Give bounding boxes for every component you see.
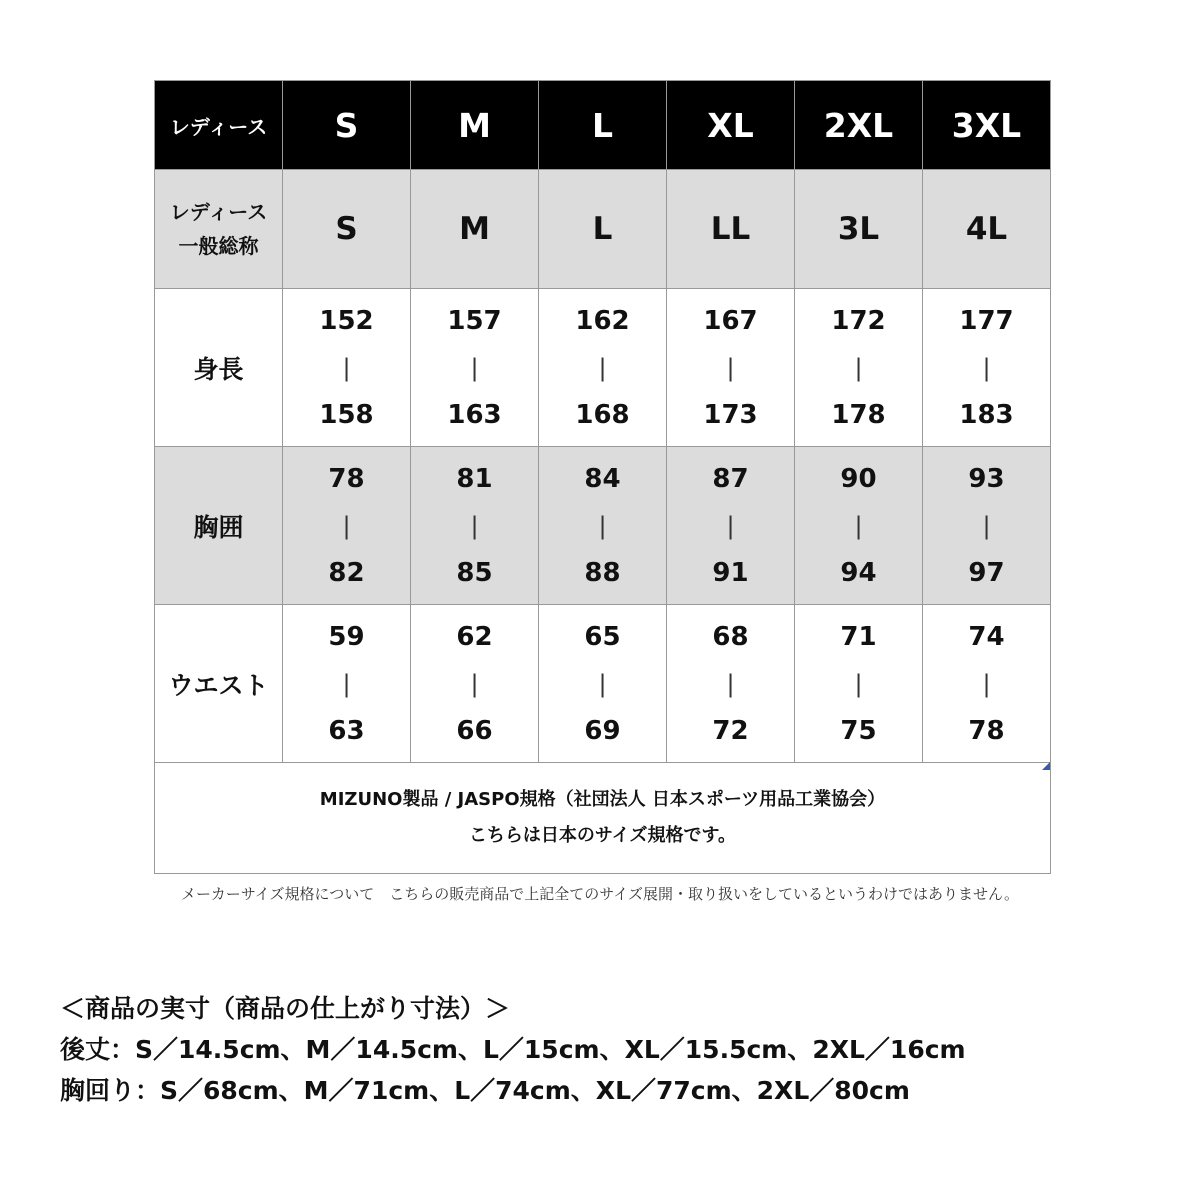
range-separator: | bbox=[342, 511, 351, 540]
standard-note-line1: MIZUNO製品 / JASPO規格（社団法人 日本スポーツ用品工業協会） bbox=[319, 789, 886, 810]
range-separator: | bbox=[470, 511, 479, 540]
range-separator: | bbox=[854, 511, 863, 540]
alias-size: L bbox=[539, 170, 667, 289]
range-max: 78 bbox=[968, 715, 1005, 746]
range-min: 74 bbox=[968, 621, 1005, 652]
chest-around-line: 胸回り：S／68cm、M／71cm、L／74cm、XL／77cm、2XL／80cm bbox=[60, 1076, 910, 1105]
range-min: 65 bbox=[584, 621, 621, 652]
waist-cell bbox=[795, 605, 923, 763]
size-disclaimer: メーカーサイズ規格について こちらの販売商品で上記全てのサイズ展開・取り扱いをしているというわけではありません。 bbox=[181, 885, 1019, 903]
range-max: 94 bbox=[840, 557, 877, 588]
chest-cell bbox=[283, 447, 411, 605]
range-separator: | bbox=[726, 511, 735, 540]
alias-label bbox=[155, 170, 283, 289]
waist-cell bbox=[923, 605, 1051, 763]
back-length-line: 後丈：S／14.5cm、M／14.5cm、L／15cm、XL／15.5cm、2XL／16cm bbox=[60, 1035, 966, 1064]
size-chart-table bbox=[154, 80, 1051, 874]
range-max: 66 bbox=[456, 715, 493, 746]
range-max: 69 bbox=[584, 715, 621, 746]
range-separator: | bbox=[982, 511, 991, 540]
range-max: 173 bbox=[703, 399, 758, 430]
chest-label: 胸囲 bbox=[155, 447, 283, 605]
range-min: 62 bbox=[456, 621, 493, 652]
waist-row bbox=[155, 605, 1051, 763]
range-separator: | bbox=[598, 669, 607, 698]
chest-cell bbox=[923, 447, 1051, 605]
waist-label: ウエスト bbox=[155, 605, 283, 763]
range-separator: | bbox=[470, 669, 479, 698]
header-size: S bbox=[283, 81, 411, 170]
range-separator: | bbox=[726, 669, 735, 698]
range-max: 82 bbox=[328, 557, 365, 588]
header-size: 2XL bbox=[795, 81, 923, 170]
range-min: 71 bbox=[840, 621, 877, 652]
waist-cell bbox=[667, 605, 795, 763]
chest-cell bbox=[539, 447, 667, 605]
height-label: 身長 bbox=[155, 289, 283, 447]
range-separator: | bbox=[598, 353, 607, 382]
range-max: 91 bbox=[712, 557, 749, 588]
height-cell bbox=[539, 289, 667, 447]
height-row bbox=[155, 289, 1051, 447]
alias-size: LL bbox=[667, 170, 795, 289]
range-max: 158 bbox=[319, 399, 374, 430]
range-min: 162 bbox=[575, 305, 630, 336]
header-size: L bbox=[539, 81, 667, 170]
range-max: 97 bbox=[968, 557, 1005, 588]
chest-cell bbox=[795, 447, 923, 605]
range-separator: | bbox=[598, 511, 607, 540]
actual-size-section bbox=[60, 988, 966, 1111]
range-min: 172 bbox=[831, 305, 886, 336]
height-cell bbox=[923, 289, 1051, 447]
waist-cell bbox=[411, 605, 539, 763]
alias-label-line: 一般総称 bbox=[178, 234, 259, 258]
range-min: 59 bbox=[328, 621, 365, 652]
header-size: XL bbox=[667, 81, 795, 170]
range-separator: | bbox=[726, 353, 735, 382]
range-min: 81 bbox=[456, 463, 493, 494]
range-max: 178 bbox=[831, 399, 886, 430]
height-cell bbox=[667, 289, 795, 447]
range-max: 168 bbox=[575, 399, 630, 430]
header-size: M bbox=[411, 81, 539, 170]
range-separator: | bbox=[854, 669, 863, 698]
chest-row bbox=[155, 447, 1051, 605]
range-min: 157 bbox=[447, 305, 502, 336]
header-label: レディース bbox=[155, 81, 283, 170]
range-separator: | bbox=[854, 353, 863, 382]
standard-note-row bbox=[155, 763, 1051, 874]
range-separator: | bbox=[342, 353, 351, 382]
range-max: 63 bbox=[328, 715, 365, 746]
alias-size: 4L bbox=[923, 170, 1051, 289]
range-max: 183 bbox=[959, 399, 1014, 430]
range-separator: | bbox=[982, 669, 991, 698]
waist-cell bbox=[539, 605, 667, 763]
range-min: 167 bbox=[703, 305, 758, 336]
alias-size: M bbox=[411, 170, 539, 289]
chest-cell bbox=[411, 447, 539, 605]
alias-size: 3L bbox=[795, 170, 923, 289]
chest-cell bbox=[667, 447, 795, 605]
range-max: 88 bbox=[584, 557, 621, 588]
alias-size: S bbox=[283, 170, 411, 289]
waist-cell bbox=[283, 605, 411, 763]
range-min: 93 bbox=[968, 463, 1005, 494]
range-min: 78 bbox=[328, 463, 365, 494]
range-separator: | bbox=[342, 669, 351, 698]
range-min: 84 bbox=[584, 463, 621, 494]
standard-note-line2: こちらは日本のサイズ規格です。 bbox=[468, 825, 737, 846]
range-max: 72 bbox=[712, 715, 749, 746]
range-max: 75 bbox=[840, 715, 877, 746]
size-header-row bbox=[155, 81, 1051, 170]
range-min: 68 bbox=[712, 621, 749, 652]
range-min: 90 bbox=[840, 463, 877, 494]
range-min: 152 bbox=[319, 305, 374, 336]
range-min: 177 bbox=[959, 305, 1014, 336]
range-max: 85 bbox=[456, 557, 493, 588]
height-cell bbox=[411, 289, 539, 447]
alias-size-row bbox=[155, 170, 1051, 289]
standard-note bbox=[155, 763, 1051, 874]
range-separator: | bbox=[470, 353, 479, 382]
height-cell bbox=[283, 289, 411, 447]
height-cell bbox=[795, 289, 923, 447]
range-separator: | bbox=[982, 353, 991, 382]
range-min: 87 bbox=[712, 463, 749, 494]
range-max: 163 bbox=[447, 399, 502, 430]
actual-size-heading: ＜商品の実寸（商品の仕上がり寸法）＞ bbox=[60, 994, 511, 1023]
header-size: 3XL bbox=[923, 81, 1051, 170]
alias-label-line: レディース bbox=[169, 200, 268, 224]
